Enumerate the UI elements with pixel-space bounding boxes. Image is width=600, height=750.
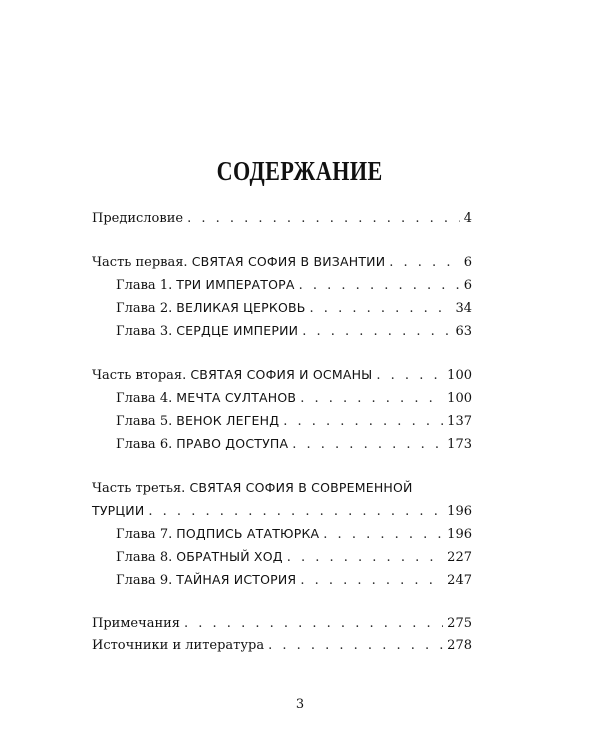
dot-leader: [283, 411, 443, 433]
toc-page-number: 6: [463, 255, 472, 270]
dot-leader: [187, 208, 460, 230]
toc-group-part-2: [92, 364, 472, 456]
dot-leader: [302, 321, 451, 343]
chapter-number: Глава 3.: [116, 324, 173, 339]
dot-leader: [268, 635, 443, 657]
toc-entry-part-3-line-1[interactable]: [92, 477, 472, 500]
toc-entry-chapter-3[interactable]: [92, 320, 472, 343]
toc-entry-chapter-8[interactable]: [92, 546, 472, 569]
dot-leader: [299, 275, 460, 297]
chapter-number: Глава 7.: [116, 527, 173, 542]
toc-group-preface: [92, 208, 472, 230]
toc-page-number: 247: [447, 573, 472, 588]
toc-entry-label: [116, 523, 319, 546]
chapter-number: Глава 2.: [116, 301, 173, 316]
page-title: СОДЕРЖАНИЕ: [216, 156, 383, 186]
toc-page-number: 173: [447, 437, 472, 452]
toc-page-number: 63: [455, 324, 472, 339]
toc-page-number: 34: [455, 301, 472, 316]
chapter-title: ВЕЛИКАЯ ЦЕРКОВЬ: [176, 300, 306, 315]
part-prefix: Часть третья.: [92, 481, 186, 496]
dot-leader: [292, 434, 443, 456]
toc-entry-label: [116, 320, 298, 343]
chapter-number: Глава 1.: [116, 278, 173, 293]
toc-page-number: 196: [447, 527, 472, 542]
toc-entry-chapter-4[interactable]: [92, 387, 472, 410]
toc-page-number: 100: [447, 391, 472, 406]
toc-group-back-matter: [92, 613, 472, 657]
chapter-number: Глава 9.: [116, 573, 173, 588]
part-title-line-2: ТУРЦИИ: [92, 503, 145, 518]
chapter-title: СЕРДЦЕ ИМПЕРИИ: [176, 323, 299, 338]
toc-entry-chapter-7[interactable]: [92, 523, 472, 546]
chapter-title: ТАЙНАЯ ИСТОРИЯ: [176, 572, 297, 587]
toc-page-number: 278: [447, 638, 472, 653]
chapter-number: Глава 4.: [116, 391, 173, 406]
part-title: СВЯТАЯ СОФИЯ В ВИЗАНТИИ: [191, 254, 386, 269]
chapter-title: ПОДПИСЬ АТАТЮРКА: [176, 526, 320, 541]
chapter-number: Глава 8.: [116, 550, 173, 565]
toc-entry-chapter-9[interactable]: [92, 569, 472, 592]
toc-entry-label: [116, 546, 283, 569]
part-title: СВЯТАЯ СОФИЯ И ОСМАНЫ: [190, 367, 373, 382]
chapter-title: ОБРАТНЫЙ ХОД: [176, 549, 283, 564]
toc-entry-label: [92, 364, 372, 387]
toc-entry-label: [116, 297, 306, 320]
dot-leader: [300, 570, 443, 592]
dot-leader: [323, 524, 443, 546]
toc-entry-preface[interactable]: [92, 208, 472, 230]
toc-entry-chapter-2[interactable]: [92, 297, 472, 320]
toc-entry-sources[interactable]: [92, 635, 472, 657]
toc-entry-label: Примечания: [92, 616, 181, 631]
table-of-contents: [92, 208, 472, 657]
toc-group-part-3: [92, 477, 472, 592]
toc-entry-label: Предисловие: [92, 211, 184, 226]
dot-leader: [148, 501, 443, 523]
page-number-footer: 3: [295, 697, 305, 712]
toc-entry-notes[interactable]: [92, 613, 472, 635]
toc-entry-part-2[interactable]: [92, 364, 472, 387]
dot-leader: [310, 298, 452, 320]
chapter-title: ТРИ ИМПЕРАТОРА: [176, 277, 295, 292]
toc-entry-chapter-5[interactable]: [92, 410, 472, 433]
toc-page-number: 6: [463, 278, 472, 293]
dot-leader: [376, 365, 443, 387]
dot-leader: [300, 388, 443, 410]
toc-entry-label: [92, 251, 385, 274]
part-title-line-1: СВЯТАЯ СОФИЯ В СОВРЕМЕННОЙ: [189, 480, 413, 495]
toc-page-number: 227: [447, 550, 472, 565]
toc-entry-label: [116, 274, 295, 297]
toc-entry-part-1[interactable]: [92, 251, 472, 274]
part-prefix: Часть вторая.: [92, 368, 187, 383]
toc-entry-chapter-1[interactable]: [92, 274, 472, 297]
chapter-number: Глава 6.: [116, 437, 173, 452]
toc-page-number: 196: [447, 504, 472, 519]
dot-leader: [184, 613, 443, 635]
toc-entry-label: [116, 410, 279, 433]
chapter-number: Глава 5.: [116, 414, 173, 429]
toc-page-number: 4: [463, 211, 472, 226]
chapter-title: ПРАВО ДОСТУПА: [176, 436, 289, 451]
chapter-title: МЕЧТА СУЛТАНОВ: [176, 390, 297, 405]
part-prefix: Часть первая.: [92, 255, 188, 270]
toc-entry-label: [116, 433, 288, 456]
toc-entry-label: Источники и литература: [92, 638, 265, 653]
chapter-title: ВЕНОК ЛЕГЕНД: [176, 413, 280, 428]
dot-leader: [287, 547, 443, 569]
toc-entry-chapter-6[interactable]: [92, 433, 472, 456]
toc-entry-label: [116, 387, 296, 410]
toc-entry-part-3[interactable]: [92, 500, 472, 523]
dot-leader: [389, 252, 459, 274]
toc-entry-label: [116, 569, 296, 592]
toc-page-number: 137: [447, 414, 472, 429]
toc-page-number: 275: [447, 616, 472, 631]
toc-group-part-1: [92, 251, 472, 343]
toc-page-number: 100: [447, 368, 472, 383]
